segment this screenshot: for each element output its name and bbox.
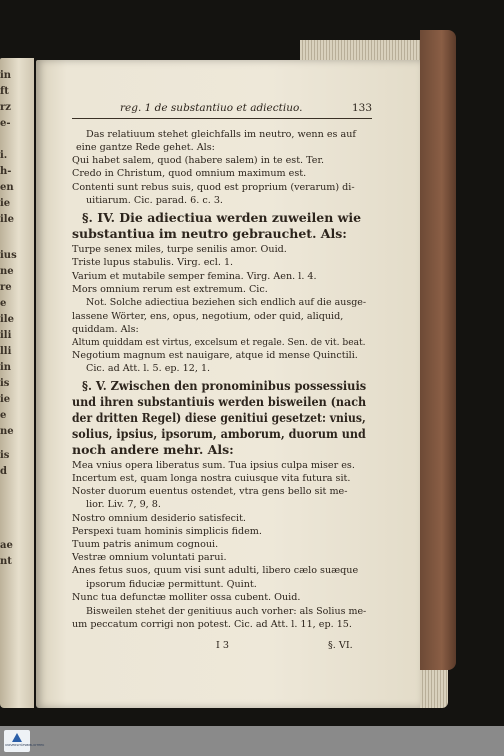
left-page-fragment: ie bbox=[0, 394, 11, 405]
left-page-fragment: in bbox=[0, 362, 12, 373]
left-page-fragment: is bbox=[0, 450, 10, 461]
left-page-edge bbox=[0, 58, 34, 708]
left-page-fragment: ne bbox=[0, 266, 14, 277]
left-page-fragment: re bbox=[0, 282, 12, 293]
left-page-fragment: d bbox=[0, 466, 7, 477]
text-line: Triste lupus stabulis. Virg. ecl. 1. bbox=[72, 257, 234, 268]
text-line: Das relatiuum stehet gleichfalls im neutro, wenn es auf bbox=[86, 129, 356, 140]
signature-mark: I 3 bbox=[216, 640, 229, 651]
text-line: Negotium magnum est nauigare, atque id mense Quinctili. bbox=[72, 350, 358, 361]
left-page-fragment: nt bbox=[0, 556, 12, 567]
left-page-fragment: i. bbox=[0, 150, 8, 161]
library-logo-icon bbox=[12, 733, 22, 742]
left-page-fragment: e bbox=[0, 410, 7, 421]
text-line: Anes fetus suos, quum visi sunt adulti, libero cælo suæque bbox=[72, 565, 359, 576]
library-logo bbox=[4, 730, 45, 752]
library-logo-text: UNIVERSITÄTSBIBLIOTHEK bbox=[5, 743, 45, 747]
text-line: Turpe senex miles, turpe senilis amor. Ouid. bbox=[72, 244, 287, 255]
book-cover-edge bbox=[420, 30, 456, 670]
text-line: Tuum patris animum cognoui. bbox=[72, 539, 219, 550]
text-line: Not. Solche adiectiua beziehen sich endlich auf die ausge- bbox=[86, 297, 367, 308]
text-line: noch andere mehr. Als: bbox=[72, 442, 234, 457]
left-page-fragment: e- bbox=[0, 118, 11, 129]
text-line: uitiarum. Cic. parad. 6. c. 3. bbox=[86, 195, 223, 206]
text-line: Perspexi tuam hominis simplicis fidem. bbox=[72, 526, 262, 537]
text-line: solius, ipsius, ipsorum, amborum, duorum und bbox=[72, 426, 366, 441]
text-line: um peccatum corrigi non potest. Cic. ad Att. l. 11, ep. 15. bbox=[72, 619, 352, 630]
text-line: Nostro omnium desiderio satisfecit. bbox=[72, 513, 246, 524]
running-title: reg. 1 de substantiuo et adiectiuo. bbox=[120, 102, 303, 114]
text-line: Mea vnius opera liberatus sum. Tua ipsius culpa miser es. bbox=[72, 460, 355, 471]
left-page-fragment: h- bbox=[0, 166, 12, 177]
text-line: ipsorum fiduciæ permittunt. Quint. bbox=[86, 579, 257, 590]
left-page-fragment: ie bbox=[0, 198, 11, 209]
text-line: Credo in Christum, quod omnium maximum est. bbox=[72, 168, 307, 179]
left-page-fragment: ft bbox=[0, 86, 9, 97]
text-line: quiddam. Als: bbox=[72, 324, 139, 335]
text-line: lior. Liv. 7, 9, 8. bbox=[86, 499, 161, 510]
text-line: Vestræ omnium voluntati parui. bbox=[72, 552, 227, 563]
text-line: der dritten Regel) diese genitiui gesetzet: vnius, bbox=[72, 410, 366, 425]
text-line: Cic. ad Att. l. 5. ep. 12, 1. bbox=[86, 363, 211, 374]
text-line: Altum quiddam est virtus, excelsum et regale. Sen. de vit. beat. bbox=[72, 337, 366, 348]
text-line: Mors omnium rerum est extremum. Cic. bbox=[72, 284, 268, 295]
left-page-fragment: en bbox=[0, 182, 14, 193]
left-page-fragment: e bbox=[0, 298, 7, 309]
left-page-fragment: ili bbox=[0, 330, 12, 341]
text-line: Noster duorum euentus ostendet, vtra gens bello sit me- bbox=[72, 486, 348, 497]
left-page-fragment: lli bbox=[0, 346, 12, 357]
left-page-fragment: ile bbox=[0, 214, 14, 225]
text-line: substantiua im neutro gebrauchet. Als: bbox=[72, 226, 347, 241]
running-header bbox=[72, 100, 372, 119]
text-line: Contenti sunt rebus suis, quod est proprium (verarum) di- bbox=[72, 182, 355, 193]
left-page-fragment: ile bbox=[0, 314, 14, 325]
text-line: Nunc tua defunctæ molliter ossa cubent. Ouid. bbox=[72, 592, 301, 603]
page-number: 133 bbox=[351, 102, 372, 114]
text-line: eine gantze Rede gehet. Als: bbox=[76, 142, 215, 153]
text-line: und ihren substantiuis werden bisweilen (nach bbox=[72, 394, 367, 409]
left-page-fragment: ius bbox=[0, 250, 17, 261]
text-line: lassene Wörter, ens, opus, negotium, oder quid, aliquid, bbox=[72, 311, 344, 322]
left-page-fragment: is bbox=[0, 378, 10, 389]
left-page-fragment: rz bbox=[0, 102, 11, 113]
text-line: §. V. Zwischen den pronominibus possessiuis bbox=[82, 378, 367, 393]
viewer-footer-bar bbox=[0, 726, 504, 756]
text-line: Incertum est, quam longa nostra cuiusque vita futura sit. bbox=[72, 473, 351, 484]
left-page-fragment: ae bbox=[0, 540, 13, 551]
text-line: §. IV. Die adiectiua werden zuweilen wie bbox=[82, 210, 362, 225]
text-line: Bisweilen stehet der genitiuus auch vorher: als Solius me- bbox=[86, 606, 367, 617]
left-page-fragment: in bbox=[0, 70, 12, 81]
text-line: Qui habet salem, quod (habere salem) in te est. Ter. bbox=[72, 155, 325, 166]
catchword: §. VI. bbox=[328, 640, 353, 651]
text-line: Varium et mutabile semper femina. Virg. Aen. l. 4. bbox=[72, 271, 317, 282]
left-page-fragment: ne bbox=[0, 426, 14, 437]
